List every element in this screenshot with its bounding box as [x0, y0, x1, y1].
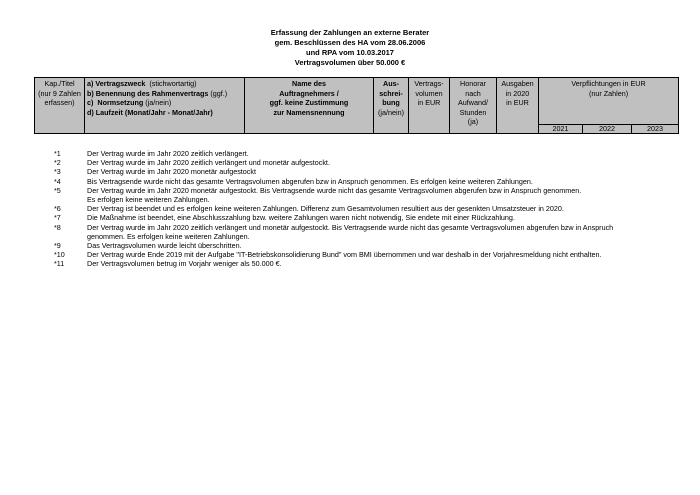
footnote-continuation: genommen. Es erfolgen keine weiteren Zahlungen.	[87, 231, 250, 241]
footnote: *10 Der Vertrag wurde Ende 2019 mit der Aufgabe "IT-Betriebskonsolidierung Bund" vom BMI übernommen und war deshalb in der Vorjahresmeldung nicht enthalten.	[54, 250, 602, 260]
footnote: *2 Der Vertrag wurde im Jahr 2020 zeitlich verlängert und monetär aufgestockt.	[54, 158, 330, 168]
header-ausgaben-2020: Ausgaben in 2020 in EUR	[497, 78, 539, 134]
title-line-1: Erfassung der Zahlungen an externe Berater	[270, 28, 430, 37]
header-kap-titel: Kap./Titel (nur 9 Zahlen erfassen)	[35, 78, 85, 134]
title-line-4: Vertragsvolumen über 50.000 €	[294, 58, 406, 67]
header-verpflichtungen: Verpflichtungen in EUR (nur Zahlen)	[539, 78, 679, 125]
footnote: *11 Der Vertragsvolumen betrug im Vorjahr weniger als 50.000 €.	[54, 259, 282, 269]
footnote: *5 Der Vertrag wurde im Jahr 2020 monetär aufgestockt. Bis Vertragsende wurde nicht das gesamte Vertragsvolumen abgerufen bzw in Anspruch genommen.	[54, 185, 582, 195]
footnote-continuation: Es erfolgen keine weiteren Zahlungen.	[87, 195, 210, 205]
header-honorar: Honorar nach Aufwand/ Stunden (ja)	[450, 78, 497, 134]
footnote: *7 Die Maßnahme ist beendet, eine Abschlusszahlung bzw. weitere Zahlungen waren nicht notwendig, Sie endete mit einer Rückzahlung.	[54, 213, 515, 223]
header-vertragszweck: a) Vertragszweck (stichwortartig) b) Benennung des Rahmenvertrags (ggf.) c) Normsetzung (ja/nein) d) Laufzeit (Monat/Jahr - Monat/Jahr)	[85, 78, 245, 134]
footnote: *1 Der Vertrag wurde im Jahr 2020 zeitlich verlängert.	[54, 149, 249, 158]
header-auftragnehmer: Name des Auftragnehmers / ggf. keine Zustimmung zur Namensnennung	[245, 78, 374, 134]
year-2023: 2023	[632, 125, 679, 134]
year-2022: 2022	[583, 125, 632, 134]
document-title	[0, 28, 700, 68]
year-2021: 2021	[539, 125, 583, 134]
footnotes	[54, 149, 674, 269]
footnote: *4 Bis Vertragsende wurde nicht das gesamte Vertragsvolumen abgerufen bzw in Anspruch genommen. Es erfolgen keine weiteren Zahlungen.	[54, 176, 533, 186]
footnote: *6 Der Vertrag ist beendet und es erfolgen keine weiteren Zahlungen. Differenz zum Gesamtvolumen resultiert aus der gesenkten Umsatzsteuer in 2020.	[54, 204, 564, 214]
header-vertragsvolumen: Vertrags- volumen in EUR	[409, 78, 450, 134]
title-line-3: und RPA vom 10.03.2017	[306, 48, 394, 57]
title-line-2: gem. Beschlüssen des HA vom 28.06.2006	[274, 38, 426, 47]
header-table	[34, 77, 679, 134]
footnote: *3 Der Vertrag wurde im Jahr 2020 monetär aufgestockt	[54, 167, 256, 177]
footnote: *8 Der Vertrag wurde im Jahr 2020 zeitlich verlängert und monetär aufgestockt. Bis Vertragsende wurde nicht das gesamte Vertragsvolumen abgerufen bzw in Anspruch	[54, 222, 614, 232]
footnote: *9 Das Vertragsvolumen wurde leicht überschritten.	[54, 241, 242, 251]
header-ausschreibung: Aus- schrei- bung (ja/nein)	[374, 78, 409, 134]
